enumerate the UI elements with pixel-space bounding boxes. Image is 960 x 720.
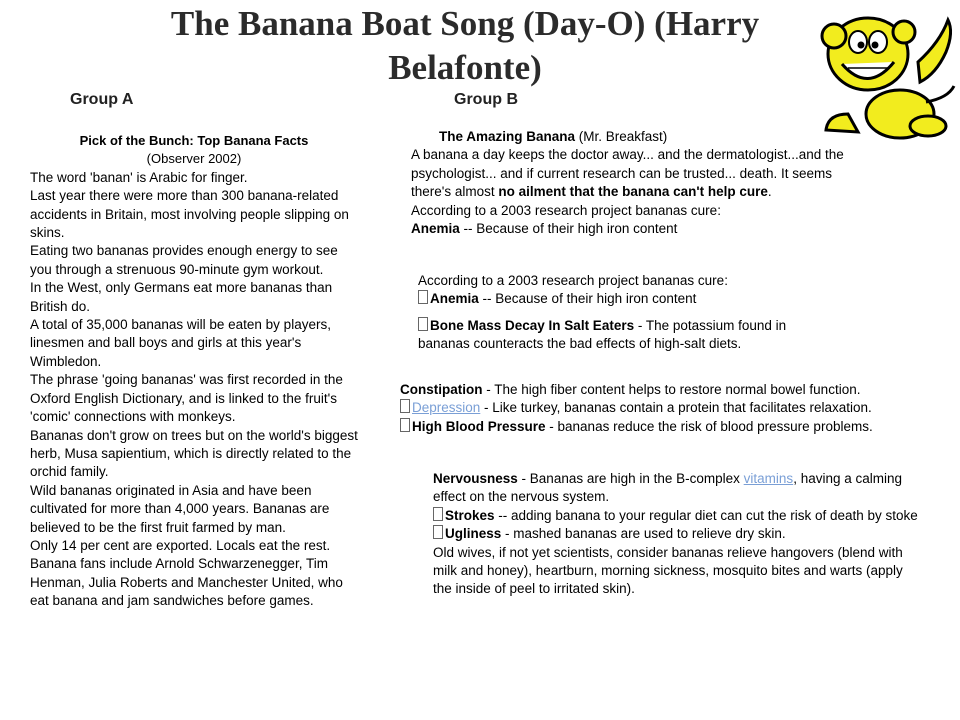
research-line-2: According to a 2003 research project bananas cure: (418, 273, 728, 288)
vitamins-link[interactable]: vitamins (743, 471, 794, 486)
page-title: The Banana Boat Song (Day-O) (Harry Belafonte) (170, 4, 760, 87)
group-b-heading-title: The Amazing Banana (439, 129, 576, 144)
group-b-heading-source: (Mr. Breakfast) (575, 129, 668, 144)
strokes-bold: Strokes (445, 507, 495, 523)
constipation-text: - The high fiber content helps to restore normal bowel function. (482, 382, 861, 397)
ugliness-line (433, 525, 923, 543)
group-a-section (30, 132, 358, 611)
research-line: According to a 2003 research project bananas cure: (411, 202, 721, 218)
nervousness-text-2: , having a calming effect on the nervous system. (433, 471, 902, 505)
group-b-intro (411, 128, 847, 238)
bone-bold: Bone Mass Decay In Salt Eaters (430, 317, 635, 333)
bullet-box-icon (418, 317, 428, 331)
ugliness-text: - mashed bananas are used to relieve dry skin. (501, 526, 786, 542)
anemia2-bold: Anemia (430, 291, 479, 307)
depression-line (400, 399, 960, 417)
fact-item: Last year there were more than 300 banana-related accidents in Britain, most involving people slipping on skins. (30, 188, 349, 241)
bullet-box-icon (400, 418, 410, 432)
intro-end: . (767, 184, 772, 200)
bone-line (418, 317, 808, 354)
intro-bold: no ailment that the banana can't help cure (498, 184, 768, 200)
anemia-bold: Anemia (411, 221, 460, 237)
depression-link[interactable]: Depression (412, 400, 481, 416)
bullet-box-icon (433, 525, 443, 539)
constipation-bold: Constipation (400, 382, 483, 397)
fact-item: The word 'banan' is Arabic for finger. (30, 169, 248, 185)
fact-item: Eating two bananas provides enough energy to see you through a strenuous 90-minute gym workout. (30, 243, 338, 277)
bullet-box-icon (418, 290, 428, 304)
group-a-heading-title: Pick of the Bunch: Top Banana Facts (79, 133, 309, 148)
bullet-box-icon (400, 399, 410, 413)
fact-item: The phrase 'going bananas' was first recorded in the Oxford English Dictionary, and is linked to the fruit's 'comic' connections with monkeys. (30, 372, 343, 425)
depression-text: - Like turkey, bananas contain a protein that facilitates relaxation. (480, 400, 872, 416)
ugliness-bold: Ugliness (445, 526, 502, 542)
strokes-line (433, 507, 923, 525)
group-b-label: Group B (454, 91, 518, 108)
strokes-text: -- adding banana to your regular diet can cut the risk of death by stoke (494, 507, 918, 523)
bp-line (400, 418, 960, 436)
fact-item: Bananas don't grow on trees but on the world's biggest herb, Musa sapientium, which is directly related to the orchid family. (30, 427, 358, 480)
intro-text: A banana a day keeps the doctor away... and the dermatologist...and the psychologist... and if current research can be trusted... death. It seems there's almost (411, 147, 844, 200)
bullet-box-icon (433, 507, 443, 521)
fact-item: In the West, only Germans eat more bananas than British do. (30, 280, 333, 314)
anemia-line (411, 220, 847, 238)
group-b-cures (418, 272, 808, 354)
fact-item: Banana fans include Arnold Schwarzenegger, Tim Henman, Julia Roberts and Manchester United, who eat banana and jam sandwiches before games. (30, 556, 343, 609)
anemia-line-2 (418, 290, 808, 308)
fact-item: Only 14 per cent are exported. Locals eat the rest. (30, 537, 331, 553)
bp-bold: High Blood Pressure (412, 418, 546, 434)
intro-paragraph (411, 146, 847, 201)
anemia-text: -- Because of their high iron content (459, 221, 678, 237)
group-b-wide (400, 381, 960, 436)
bone-text: - The potassium found in bananas counteracts the bad effects of high-salt diets. (418, 317, 787, 352)
group-a-heading-source: (Observer 2002) (146, 151, 242, 167)
nervousness-line (433, 470, 923, 507)
nervousness-bold: Nervousness (433, 471, 518, 486)
constipation-line (400, 381, 960, 399)
group-a-heading (30, 132, 358, 150)
anemia2-text: -- Because of their high iron content (478, 291, 697, 307)
nervousness-text-1: - Bananas are high in the B-complex (517, 471, 744, 486)
group-a-label: Group A (70, 91, 134, 108)
fact-item: A total of 35,000 bananas will be eaten by players, linesmen and ball boys and girls at this year's Wimbledon. (30, 317, 331, 369)
group-b-heading (411, 128, 847, 146)
fact-item: Wild bananas originated in Asia and have been cultivated for more than 4,000 years. Bananas are believed to be the first fruit farmed by man. (30, 482, 330, 535)
bp-text: - bananas reduce the risk of blood pressure problems. (545, 418, 873, 434)
banana-monkey-cartoon-icon (808, 2, 960, 142)
old-wives-line: Old wives, if not yet scientists, consider bananas relieve hangovers (blend with milk and honey), heartburn, morning sickness, mosquito bites and warts (apply the inside of peel to irritated skin). (433, 544, 903, 597)
group-b-more (433, 470, 923, 599)
